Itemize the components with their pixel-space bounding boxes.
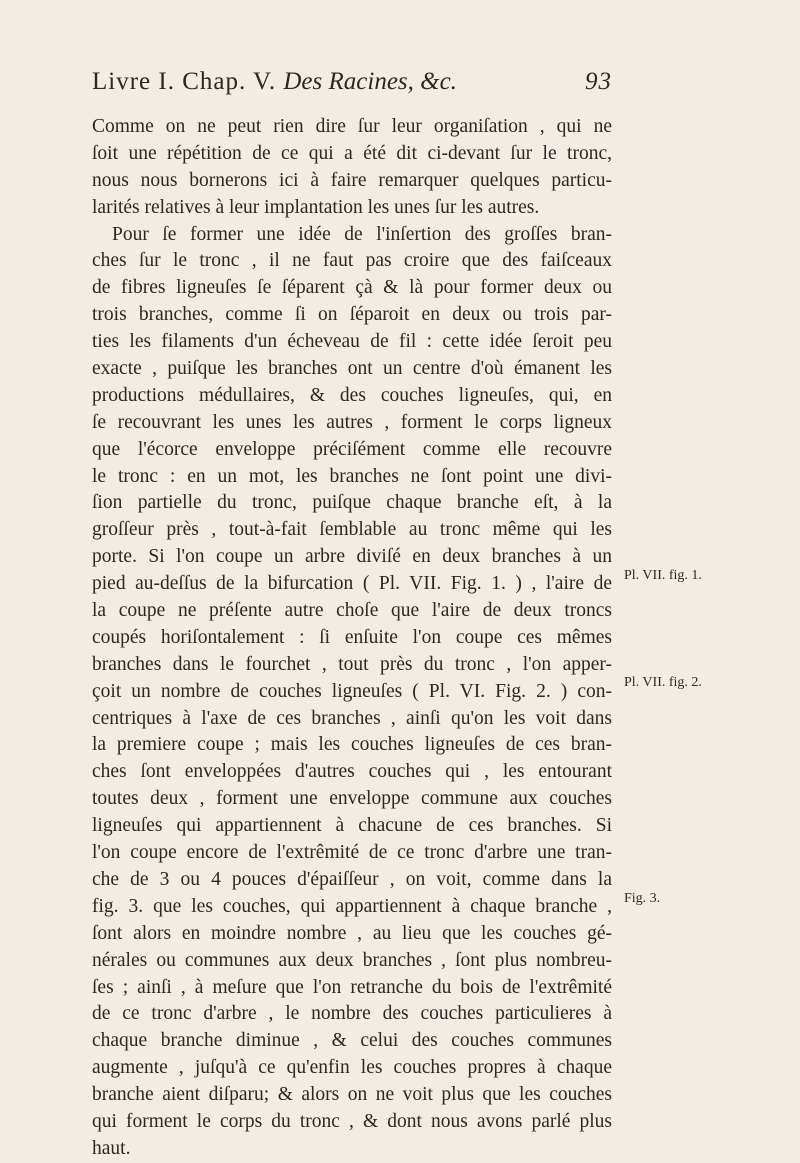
text-line: ſoit une répétition de ce qui a été dit ci-devant ſur le tronc, xyxy=(92,142,612,164)
text-line: le tronc : en un mot, les branches ne ſont point une divi- xyxy=(92,465,612,487)
text-line: ties les filaments d'un écheveau de fil : cette idée ſeroit peu xyxy=(92,331,612,353)
text-line: de fibres ligneuſes ſe ſéparent çà & là pour former deux ou xyxy=(92,277,612,299)
page-number: 93 xyxy=(585,68,612,95)
text-line: ligneuſes qui appartiennent à chacune de ces branches. Si xyxy=(92,815,612,837)
text-line: ſont alors en moindre nombre , au lieu que les couches gé- xyxy=(92,922,612,944)
text-line: branche aient diſparu; & alors on ne voit plus que les couches xyxy=(92,1084,612,1106)
text-line: porte. Si l'on coupe un arbre diviſé en deux branches à un xyxy=(92,546,612,568)
text-line: qui forment le corps du tronc , & dont nous avons parlé plus xyxy=(92,1110,612,1132)
text-line: centriques à l'axe de ces branches , ainſi qu'on les voit dans xyxy=(92,707,612,729)
text-line: fig. 3. que les couches, qui appartiennent à chaque branche , xyxy=(92,895,612,917)
text-line: toutes deux , forment une enveloppe commune aux couches xyxy=(92,788,612,810)
header-book-chapter: Livre I. Chap. V. xyxy=(92,68,277,95)
text-line: ſes ; ainſi , à meſure que l'on retranche du bois de l'extrêmité xyxy=(92,976,612,998)
text-line: ches ſur le tronc , il ne faut pas croire que des faiſceaux xyxy=(92,250,612,272)
text-line: larités relatives à leur implantation les unes ſur les autres. xyxy=(92,196,540,218)
text-line: nous nous bornerons ici à faire remarquer quelques particu- xyxy=(92,169,612,191)
text-line: branches dans le fourchet , tout près du tronc , l'on apper- xyxy=(92,653,612,675)
text-line: la premiere coupe ; mais les couches ligneuſes de ces bran- xyxy=(92,734,612,756)
margin-note-plate-ref: Pl. VII. fig. 1. xyxy=(624,568,702,583)
text-line: l'on coupe encore de l'extrêmité de ce tronc d'arbre une tran- xyxy=(92,842,612,864)
text-line: nérales ou communes aux deux branches , ſont plus nombreu- xyxy=(92,949,612,971)
margin-note-plate-ref: Pl. VII. fig. 2. xyxy=(624,675,702,690)
text-line: que l'écorce enveloppe préciſément comme elle recouvre xyxy=(92,438,612,460)
text-line: exacte , puiſque les branches ont un centre d'où émanent les xyxy=(92,358,612,380)
running-header xyxy=(92,68,612,96)
text-line: de ce tronc d'arbre , le nombre des couches particulieres à xyxy=(92,1003,612,1025)
text-line: pied au-deſſus de la bifurcation ( Pl. VII. Fig. 1. ) , l'aire de xyxy=(92,573,612,595)
text-line: chaque branche diminue , & celui des couches communes xyxy=(92,1030,612,1052)
text-line: ſe recouvrant les unes les autres , forment le corps ligneux xyxy=(92,411,612,433)
text-line: trois branches, comme ſi on ſéparoit en deux ou trois par- xyxy=(92,304,612,326)
text-line: haut. xyxy=(92,1137,131,1159)
text-line: productions médullaires, & des couches ligneuſes, qui, en xyxy=(92,384,612,406)
header-title: Des Racines, &c. xyxy=(283,68,457,95)
body-text xyxy=(92,114,612,1163)
text-line: Comme on ne peut rien dire ſur leur organiſation , qui ne xyxy=(92,116,612,137)
text-line: ſion partielle du tronc, puiſque chaque branche eſt, à la xyxy=(92,492,612,514)
text-line: la coupe ne préſente autre choſe que l'aire de deux troncs xyxy=(92,600,612,622)
text-line: che de 3 ou 4 pouces d'épaiſſeur , on voit, comme dans la xyxy=(92,868,612,890)
text-line: ches ſont enveloppées d'autres couches qui , les entourant xyxy=(92,761,612,783)
text-line: groſſeur près , tout-à-fait ſemblable au tronc même qui les xyxy=(92,519,612,541)
text-line: augmente , juſqu'à ce qu'enfin les couches propres à chaque xyxy=(92,1057,612,1079)
text-line: çoit un nombre de couches ligneuſes ( Pl. VI. Fig. 2. ) con- xyxy=(92,680,612,702)
text-line: Pour ſe former une idée de l'inſertion des groſſes bran- xyxy=(112,223,612,245)
text-line: coupés horiſontalement : ſi enſuite l'on coupe ces mêmes xyxy=(92,626,612,648)
margin-note-figure-ref: Fig. 3. xyxy=(624,891,661,906)
